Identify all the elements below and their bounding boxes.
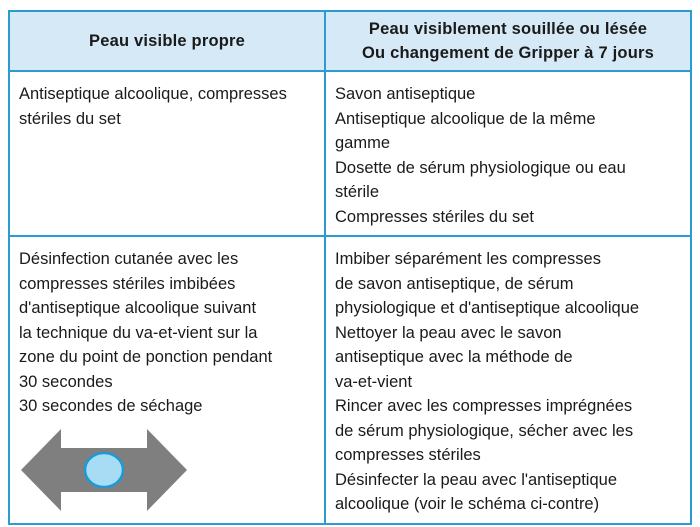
skin-preparation-table — [8, 10, 692, 525]
header-clean-skin: Peau visible propre — [9, 11, 325, 71]
header-soiled-line1: Peau visiblement souillée ou lésée — [368, 19, 648, 38]
procedure-row — [9, 236, 691, 524]
header-soiled-line2: Ou changement de Gripper à 7 jours — [362, 44, 654, 62]
header-row — [9, 11, 691, 71]
text-line: stériles du set — [19, 109, 121, 128]
text-line: Imbiber séparément les compresses — [335, 250, 601, 268]
text-line: la technique du va-et-vient sur la — [19, 323, 258, 342]
text-line: 30 secondes de séchage — [19, 397, 203, 415]
text-line: de savon antiseptique, de sérum — [335, 274, 574, 293]
text-line: 30 secondes — [19, 372, 113, 391]
materials-soiled — [325, 71, 691, 236]
text-line: Antiseptique alcoolique, compresses — [19, 85, 287, 103]
text-line: gamme — [335, 134, 391, 152]
text-line: compresses stériles — [335, 446, 481, 464]
text-line: va-et-vient — [335, 372, 413, 391]
text-line: Dosette de sérum physiologique ou eau — [335, 158, 626, 177]
text-line: compresses stériles imbibées — [19, 274, 236, 293]
text-line: Nettoyer la peau avec le savon — [335, 323, 562, 342]
header-soiled-skin — [325, 11, 691, 71]
materials-row — [9, 71, 691, 236]
text-line: Compresses stériles du set — [335, 207, 534, 226]
procedure-soiled — [325, 236, 691, 524]
text-line: Désinfecter la peau avec l'antiseptique — [335, 470, 617, 489]
back-and-forth-arrow-icon — [21, 429, 187, 511]
procedure-clean — [9, 236, 325, 524]
text-line: zone du point de ponction pendant — [19, 348, 273, 366]
text-line: physiologique et d'antiseptique alcoolique — [335, 299, 640, 317]
text-line: de sérum physiologique, sécher avec les — [335, 421, 634, 440]
text-line: alcoolique (voir le schéma ci-contre) — [335, 495, 600, 513]
text-line: antiseptique avec la méthode de — [335, 348, 573, 366]
text-line: Rincer avec les compresses imprégnées — [335, 397, 633, 415]
text-line: Désinfection cutanée avec les — [19, 250, 239, 268]
materials-clean — [9, 71, 325, 236]
text-line: Savon antiseptique — [335, 85, 476, 103]
text-line: Antiseptique alcoolique de la même — [335, 109, 596, 128]
text-line: d'antiseptique alcoolique suivant — [19, 299, 257, 317]
text-line: stérile — [335, 183, 380, 201]
